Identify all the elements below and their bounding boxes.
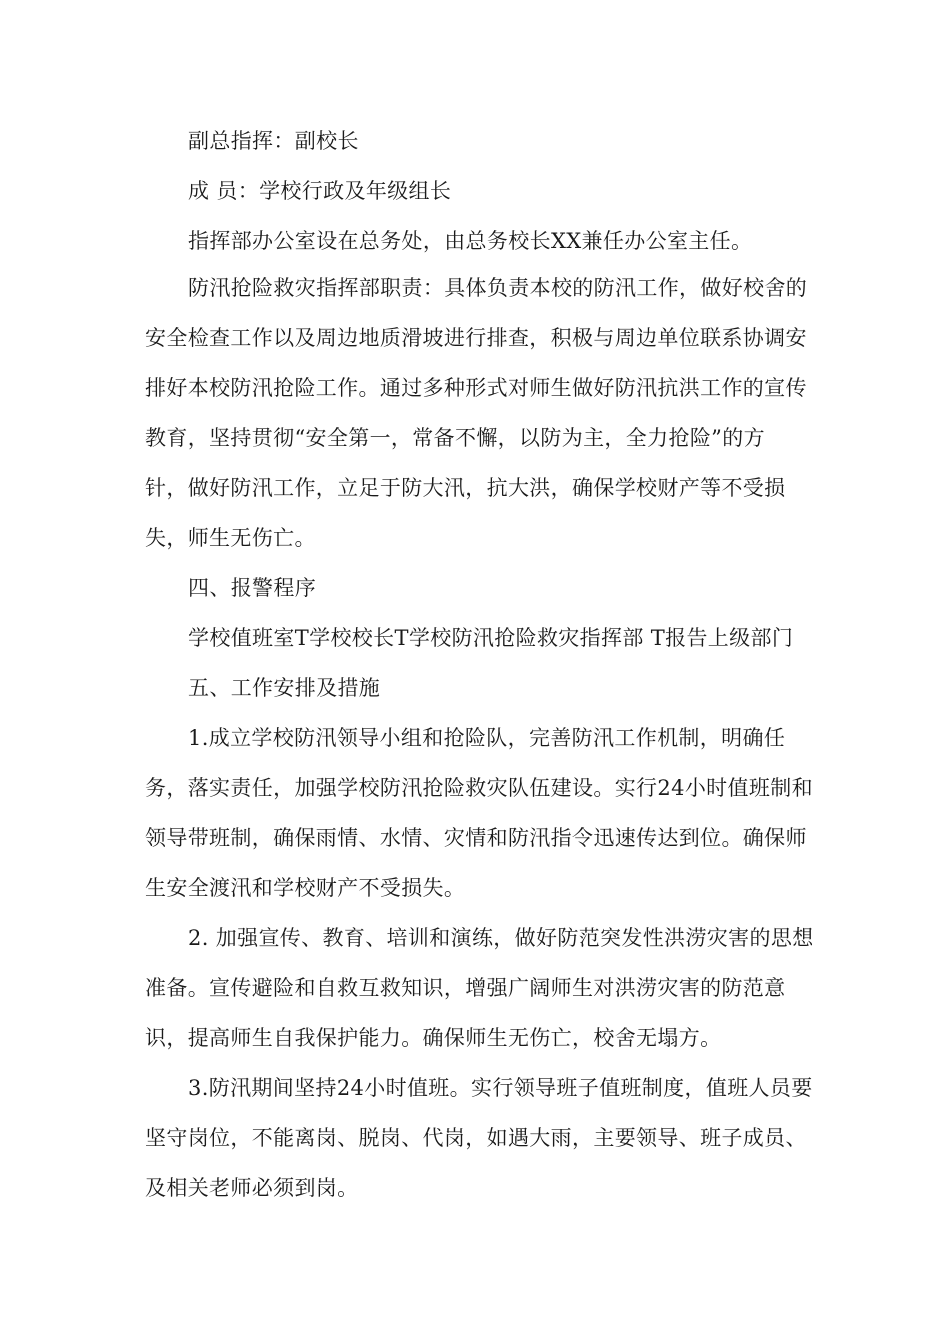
text-line: 学校值班室T学校校长T学校防汛抢险救灾指挥部 T报告上级部门	[188, 626, 794, 650]
section-heading: 五、工作安排及措施	[188, 676, 381, 700]
text-line: 2. 加强宣传、教育、培训和演练，做好防范突发性洪涝灾害的思想	[188, 926, 814, 950]
text-line: 失，师生无伤亡。	[145, 526, 316, 550]
text-line: 防汛抢险救灾指挥部职责：具体负责本校的防汛工作，做好校舍的	[188, 276, 808, 300]
text-line: 副总指挥：副校长	[188, 129, 359, 153]
text-line: 识，提高师生自我保护能力。确保师生无伤亡，校舍无塌方。	[145, 1026, 722, 1050]
text-line: 教育，坚持贯彻“安全第一，常备不懈，以防为主，全力抢险”的方	[145, 426, 765, 450]
text-line: 务，落实责任，加强学校防汛抢险救灾队伍建设。实行24小时值班制和	[145, 776, 813, 800]
text-line: 生安全渡汛和学校财产不受损失。	[145, 876, 466, 900]
text-line: 及相关老师必须到岗。	[145, 1176, 359, 1200]
text-line: 指挥部办公室设在总务处，由总务校长XX兼任办公室主任。	[188, 229, 753, 253]
text-line: 1.成立学校防汛领导小组和抢险队，完善防汛工作机制，明确任	[188, 726, 786, 750]
text-line: 领导带班制，确保雨情、水情、灾情和防汛指令迅速传达到位。确保师	[145, 826, 807, 850]
text-line: 3.防汛期间坚持24小时值班。实行领导班子值班制度，值班人员要	[188, 1076, 813, 1100]
section-heading: 四、报警程序	[188, 576, 317, 600]
text-line: 针，做好防汛工作，立足于防大汛，抗大洪，确保学校财产等不受损	[145, 476, 786, 500]
text-line: 安全检查工作以及周边地质滑坡进行排查，积极与周边单位联系协调安	[145, 326, 807, 350]
text-line: 准备。宣传避险和自救互救知识，增强广阔师生对洪涝灾害的防范意	[145, 976, 786, 1000]
text-line: 坚守岗位，不能离岗、脱岗、代岗，如遇大雨，主要领导、班子成员、	[145, 1126, 807, 1150]
text-line: 排好本校防汛抢险工作。通过多种形式对师生做好防汛抗洪工作的宣传	[145, 376, 807, 400]
text-line: 成 员：学校行政及年级组长	[188, 179, 452, 203]
